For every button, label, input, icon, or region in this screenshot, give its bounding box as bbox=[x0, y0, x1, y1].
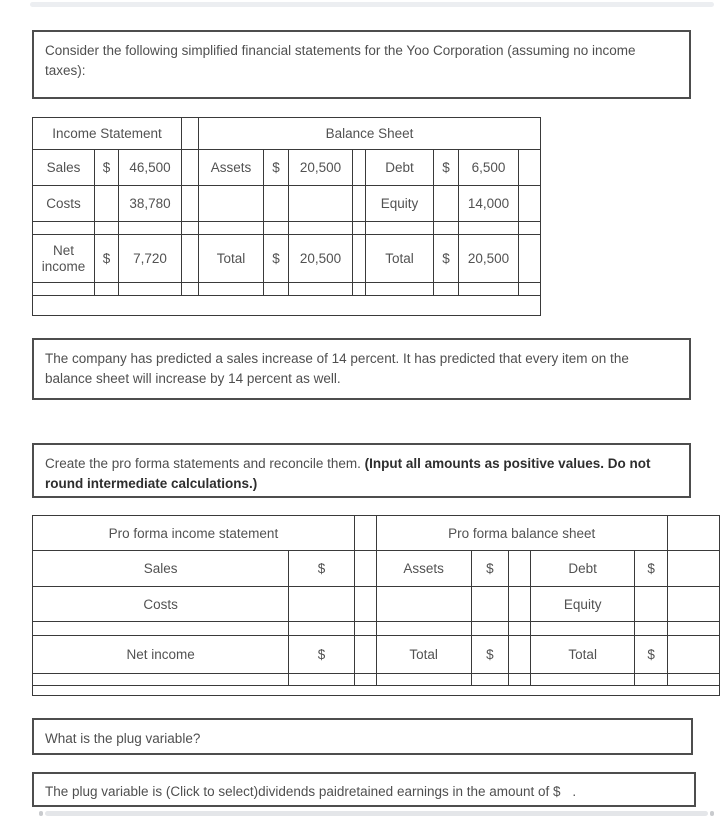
cell-empty bbox=[353, 235, 366, 283]
proforma-costs-input-cell[interactable] bbox=[289, 587, 355, 622]
cell-empty bbox=[519, 150, 541, 186]
total-liab-currency: $ bbox=[434, 235, 459, 283]
spacer-cell bbox=[119, 222, 182, 235]
proforma-total-liab-input-cell[interactable]: $ bbox=[635, 636, 667, 674]
proforma-table bbox=[32, 515, 720, 697]
spacer-cell bbox=[33, 283, 95, 296]
cell-empty bbox=[354, 636, 376, 674]
spacer-cell bbox=[353, 283, 366, 296]
spacer-cell bbox=[471, 674, 509, 686]
plug-answer-period: . bbox=[568, 784, 577, 799]
proforma-debt-label: Debt bbox=[530, 551, 635, 587]
problem-statement-text: Consider the following simplified financial statements for the Yoo Corporation (assuming no income taxes): bbox=[45, 43, 636, 78]
spacer-cell bbox=[519, 283, 541, 296]
cell-empty bbox=[519, 235, 541, 283]
debt-currency: $ bbox=[434, 150, 459, 186]
spacer-cell bbox=[119, 283, 182, 296]
plug-answer-after: in the amount of $ bbox=[448, 784, 561, 799]
total-liab-label: Total bbox=[366, 235, 434, 283]
spacer-cell bbox=[95, 283, 119, 296]
costs-value: 38,780 bbox=[119, 186, 182, 222]
spacer-cell bbox=[434, 283, 459, 296]
proforma-costs-label: Costs bbox=[33, 587, 289, 622]
spacer-cell bbox=[519, 222, 541, 235]
plug-answer-before: The plug variable is bbox=[45, 784, 166, 799]
proforma-net-income-label: Net income bbox=[33, 636, 289, 674]
plug-answer-options[interactable]: dividends paidretained earnings bbox=[258, 784, 449, 799]
proforma-equity-label: Equity bbox=[530, 587, 635, 622]
plug-answer-dropdown[interactable]: (Click to select) bbox=[165, 784, 259, 799]
spacer-cell bbox=[459, 222, 519, 235]
net-income-currency: $ bbox=[95, 235, 119, 283]
table-footer-strip bbox=[33, 296, 541, 316]
problem-statement-box bbox=[32, 30, 691, 99]
cell-empty bbox=[509, 636, 531, 674]
equity-label: Equity bbox=[366, 186, 434, 222]
spacer-cell bbox=[95, 222, 119, 235]
spacer-cell bbox=[199, 283, 264, 296]
balance-sheet-header: Balance Sheet bbox=[199, 118, 541, 150]
total-assets-label: Total bbox=[199, 235, 264, 283]
scrollbar-left-arrow[interactable] bbox=[39, 811, 43, 816]
plug-answer-box bbox=[32, 772, 696, 807]
spacer-cell bbox=[635, 622, 667, 636]
proforma-assets-input-cell[interactable]: $ bbox=[471, 551, 509, 587]
income-statement-header: Income Statement bbox=[33, 118, 182, 150]
spacer-cell bbox=[33, 674, 289, 686]
cell-empty bbox=[182, 150, 199, 186]
spacer-cell bbox=[264, 283, 289, 296]
cell-empty bbox=[471, 587, 509, 622]
total-assets-value: 20,500 bbox=[289, 235, 353, 283]
proforma-balance-header: Pro forma balance sheet bbox=[376, 516, 667, 551]
spacer-cell bbox=[530, 674, 635, 686]
equity-value: 14,000 bbox=[459, 186, 519, 222]
proforma-sales-input-cell[interactable]: $ bbox=[289, 551, 355, 587]
cell-empty bbox=[182, 118, 199, 150]
spacer-cell bbox=[509, 674, 531, 686]
plug-question-box bbox=[32, 718, 693, 755]
top-scrollbar[interactable] bbox=[30, 2, 714, 7]
spacer-cell bbox=[471, 622, 509, 636]
spacer-cell bbox=[182, 222, 199, 235]
net-income-label: Net income bbox=[33, 235, 95, 283]
proforma-net-income-input-cell[interactable]: $ bbox=[289, 636, 355, 674]
spacer-cell bbox=[33, 222, 95, 235]
spacer-cell bbox=[264, 222, 289, 235]
proforma-total-liab-label: Total bbox=[530, 636, 635, 674]
cell-empty bbox=[509, 587, 531, 622]
assets-currency: $ bbox=[264, 150, 289, 186]
cell-clipped bbox=[667, 587, 719, 622]
spacer-cell bbox=[376, 622, 471, 636]
proforma-equity-input-cell[interactable] bbox=[635, 587, 667, 622]
sales-currency: $ bbox=[95, 150, 119, 186]
total-liab-value: 20,500 bbox=[459, 235, 519, 283]
proforma-assets-label: Assets bbox=[376, 551, 471, 587]
spacer-cell bbox=[354, 622, 376, 636]
spacer-cell bbox=[530, 622, 635, 636]
spacer-cell bbox=[434, 222, 459, 235]
cell-empty bbox=[434, 186, 459, 222]
cell-empty bbox=[354, 551, 376, 587]
cell-empty bbox=[95, 186, 119, 222]
cell-empty bbox=[519, 186, 541, 222]
proforma-total-assets-label: Total bbox=[376, 636, 471, 674]
proforma-total-assets-input-cell[interactable]: $ bbox=[471, 636, 509, 674]
sales-label: Sales bbox=[33, 150, 95, 186]
total-assets-currency: $ bbox=[264, 235, 289, 283]
debt-label: Debt bbox=[366, 150, 434, 186]
spacer-cell bbox=[33, 622, 289, 636]
spacer-cell bbox=[667, 674, 719, 686]
net-income-value: 7,720 bbox=[119, 235, 182, 283]
cell-empty bbox=[264, 186, 289, 222]
proforma-debt-input-cell[interactable]: $ bbox=[635, 551, 667, 587]
sales-value: 46,500 bbox=[119, 150, 182, 186]
cell-empty bbox=[376, 587, 471, 622]
table-footer-strip bbox=[33, 686, 720, 696]
scrollbar-right-arrow[interactable] bbox=[710, 811, 714, 816]
spacer-cell bbox=[289, 674, 355, 686]
plug-question-text: What is the plug variable? bbox=[45, 731, 201, 746]
statements-table bbox=[32, 117, 541, 316]
cell-empty bbox=[353, 186, 366, 222]
assets-label: Assets bbox=[199, 150, 264, 186]
bottom-scrollbar[interactable] bbox=[45, 811, 708, 816]
cell-clipped bbox=[667, 636, 719, 674]
cell-empty bbox=[353, 150, 366, 186]
spacer-cell bbox=[635, 674, 667, 686]
cell-empty bbox=[182, 186, 199, 222]
prediction-text: The company has predicted a sales increase of 14 percent. It has predicted that every item on the balance sheet will increase by 14 percent as well. bbox=[45, 351, 629, 386]
spacer-cell bbox=[353, 222, 366, 235]
spacer-cell bbox=[366, 222, 434, 235]
spacer-cell bbox=[667, 622, 719, 636]
assets-value: 20,500 bbox=[289, 150, 353, 186]
spacer-cell bbox=[509, 622, 531, 636]
spacer-cell bbox=[354, 674, 376, 686]
debt-value: 6,500 bbox=[459, 150, 519, 186]
financial-statements-table bbox=[32, 117, 544, 319]
costs-label: Costs bbox=[33, 186, 95, 222]
spacer-cell bbox=[289, 283, 353, 296]
spacer-cell bbox=[366, 283, 434, 296]
cell-empty bbox=[199, 186, 264, 222]
spacer-cell bbox=[376, 674, 471, 686]
cell-empty bbox=[354, 516, 376, 551]
cell-clipped bbox=[667, 516, 719, 551]
prediction-box bbox=[32, 338, 691, 400]
spacer-cell bbox=[182, 283, 199, 296]
task-instruction-box bbox=[32, 443, 691, 498]
task-instruction-text: Create the pro forma statements and reconcile them. bbox=[45, 456, 365, 471]
cell-empty bbox=[354, 587, 376, 622]
spacer-cell bbox=[199, 222, 264, 235]
cell-empty bbox=[182, 235, 199, 283]
proforma-income-header: Pro forma income statement bbox=[33, 516, 355, 551]
spacer-cell bbox=[289, 222, 353, 235]
proforma-sales-label: Sales bbox=[33, 551, 289, 587]
cell-empty bbox=[509, 551, 531, 587]
cell-empty bbox=[289, 186, 353, 222]
task-instruction-bold: (Input all amounts as positive values. Do not round intermediate calculations.) bbox=[45, 456, 651, 491]
spacer-cell bbox=[459, 283, 519, 296]
proforma-grid bbox=[32, 515, 720, 696]
cell-clipped bbox=[667, 551, 719, 587]
spacer-cell bbox=[289, 622, 355, 636]
